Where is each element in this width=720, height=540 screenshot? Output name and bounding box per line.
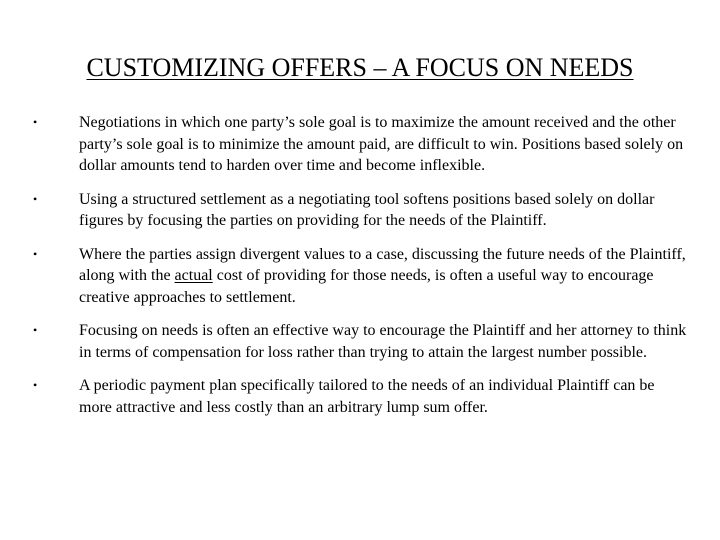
bullet-item-negotiations (0, 112, 720, 177)
bullet-item-focusing-on-needs (0, 320, 720, 363)
bullet-icon: • (33, 191, 38, 206)
bullet-icon: • (33, 378, 38, 392)
bullet-item-divergent-values (0, 244, 720, 309)
bullet-text-after: cost of providing for those needs, is often a useful way to encourage creative approaches to settlement. (79, 267, 654, 306)
bullet-icon: • (33, 323, 38, 337)
bullet-text: A periodic payment plan specifically tailored to the needs of an individual Plaintiff can be more attractive and less costly than an arbitrary lump sum offer. (79, 377, 655, 416)
bullet-text-before: Where the parties assign divergent values to a case, discussing the future needs of the Plaintiff, along with the (79, 245, 686, 284)
bullet-text-underlined: actual (174, 267, 213, 284)
slide-title: CUSTOMIZING OFFERS – A FOCUS ON NEEDS (86, 53, 634, 82)
bullet-list (0, 112, 720, 418)
bullet-item-structured-settlement (0, 189, 720, 232)
bullet-text: Negotiations in which one party’s sole goal is to maximize the amount received and the other party’s sole goal is to minimize the amount paid, are difficult to win. Positions based solely on dollar amounts tend to harden over time and become inflexible. (79, 114, 684, 174)
bullet-text: Focusing on needs is often an effective way to encourage the Plaintiff and her attorney to think in terms of compensation for loss rather than trying to attain the largest number possible. (79, 322, 687, 361)
bullet-text: Using a structured settlement as a negotiating tool softens positions based solely on dollar figures by focusing the parties on providing for the needs of the Plaintiff. (79, 190, 655, 229)
bullet-icon: • (33, 246, 38, 261)
bullet-item-periodic-payment (0, 375, 720, 418)
bullet-icon: • (33, 115, 38, 129)
